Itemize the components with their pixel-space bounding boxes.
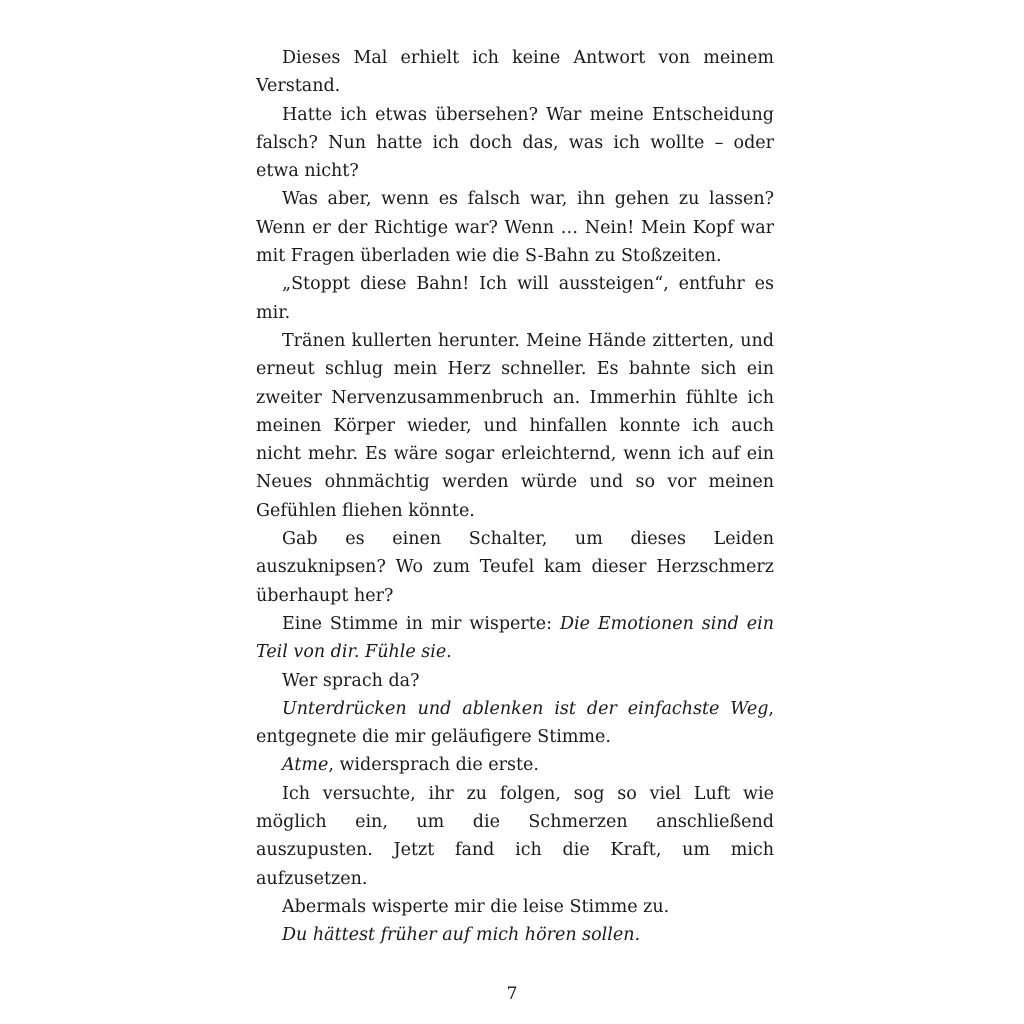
paragraph xyxy=(256,921,774,949)
text-segment: Hatte ich etwas übersehen? War meine Entscheidung falsch? Nun hatte ich doch das, was ich wollte – oder etwa nicht? xyxy=(256,104,774,182)
paragraph xyxy=(256,893,774,921)
page-number: 7 xyxy=(506,984,518,1004)
text-segment: Wer sprach da? xyxy=(282,670,420,691)
paragraph xyxy=(256,327,774,525)
text-segment: Eine Stimme in mir wisperte: xyxy=(282,613,560,634)
text-segment: Abermals wisperte mir die leise Stimme zu. xyxy=(282,896,670,917)
text-segment: „Stoppt diese Bahn! Ich will aussteigen“, entfuhr es mir. xyxy=(256,274,774,323)
paragraph xyxy=(256,610,774,667)
paragraph xyxy=(256,695,774,752)
paragraph xyxy=(256,780,774,893)
text-segment: Dieses Mal erhielt ich keine Antwort von meinem Verstand. xyxy=(256,48,774,97)
paragraph xyxy=(256,44,774,101)
paragraph xyxy=(256,751,774,779)
italic-text-segment: Du hättest früher auf mich hören sollen. xyxy=(282,925,641,946)
text-segment: , widersprach die erste. xyxy=(328,755,539,776)
paragraph xyxy=(256,185,774,270)
paragraph xyxy=(256,667,774,695)
paragraph xyxy=(256,270,774,327)
paragraph xyxy=(256,101,774,186)
text-segment: , entgegnete die mir geläufigere Stimme. xyxy=(256,698,774,748)
italic-text-segment: Die Emotionen sind ein Teil von dir. Fühle sie. xyxy=(256,613,774,663)
text-segment: Tränen kullerten herunter. Meine Hände zitterten, und erneut schlug mein Herz schneller. Es bahnte sich ein zweiter Nervenzusammenbruch an. Immerhin fühlte ich meinen Körper wieder, und hinfallen konnte ich auch nicht mehr. Es wäre sogar erleichternd, wenn ich auf ein Neues ohnmächtig werden würde und so vor meinen Gefühlen fliehen könnte. xyxy=(256,330,774,521)
text-segment: Gab es einen Schalter, um dieses Leiden auszuknipsen? Wo zum Teufel kam dieser Herzschmerz überhaupt her? xyxy=(256,529,774,606)
text-segment: Was aber, wenn es falsch war, ihn gehen zu lassen? Wenn er der Richtige war? Wenn … Nein! Mein Kopf war mit Fragen überladen wie die S-Bahn zu Stoßzeiten. xyxy=(256,189,774,267)
italic-text-segment: Atme xyxy=(282,755,329,776)
body-text xyxy=(256,44,774,950)
italic-text-segment: Unterdrücken und ablenken ist der einfachste Weg xyxy=(282,698,769,719)
paragraph xyxy=(256,525,774,610)
text-segment: Ich versuchte, ihr zu folgen, sog so viel Luft wie möglich ein, um die Schmerzen anschließend auszupusten. Jetzt fand ich die Kraft, um mich aufzusetzen. xyxy=(256,783,774,889)
